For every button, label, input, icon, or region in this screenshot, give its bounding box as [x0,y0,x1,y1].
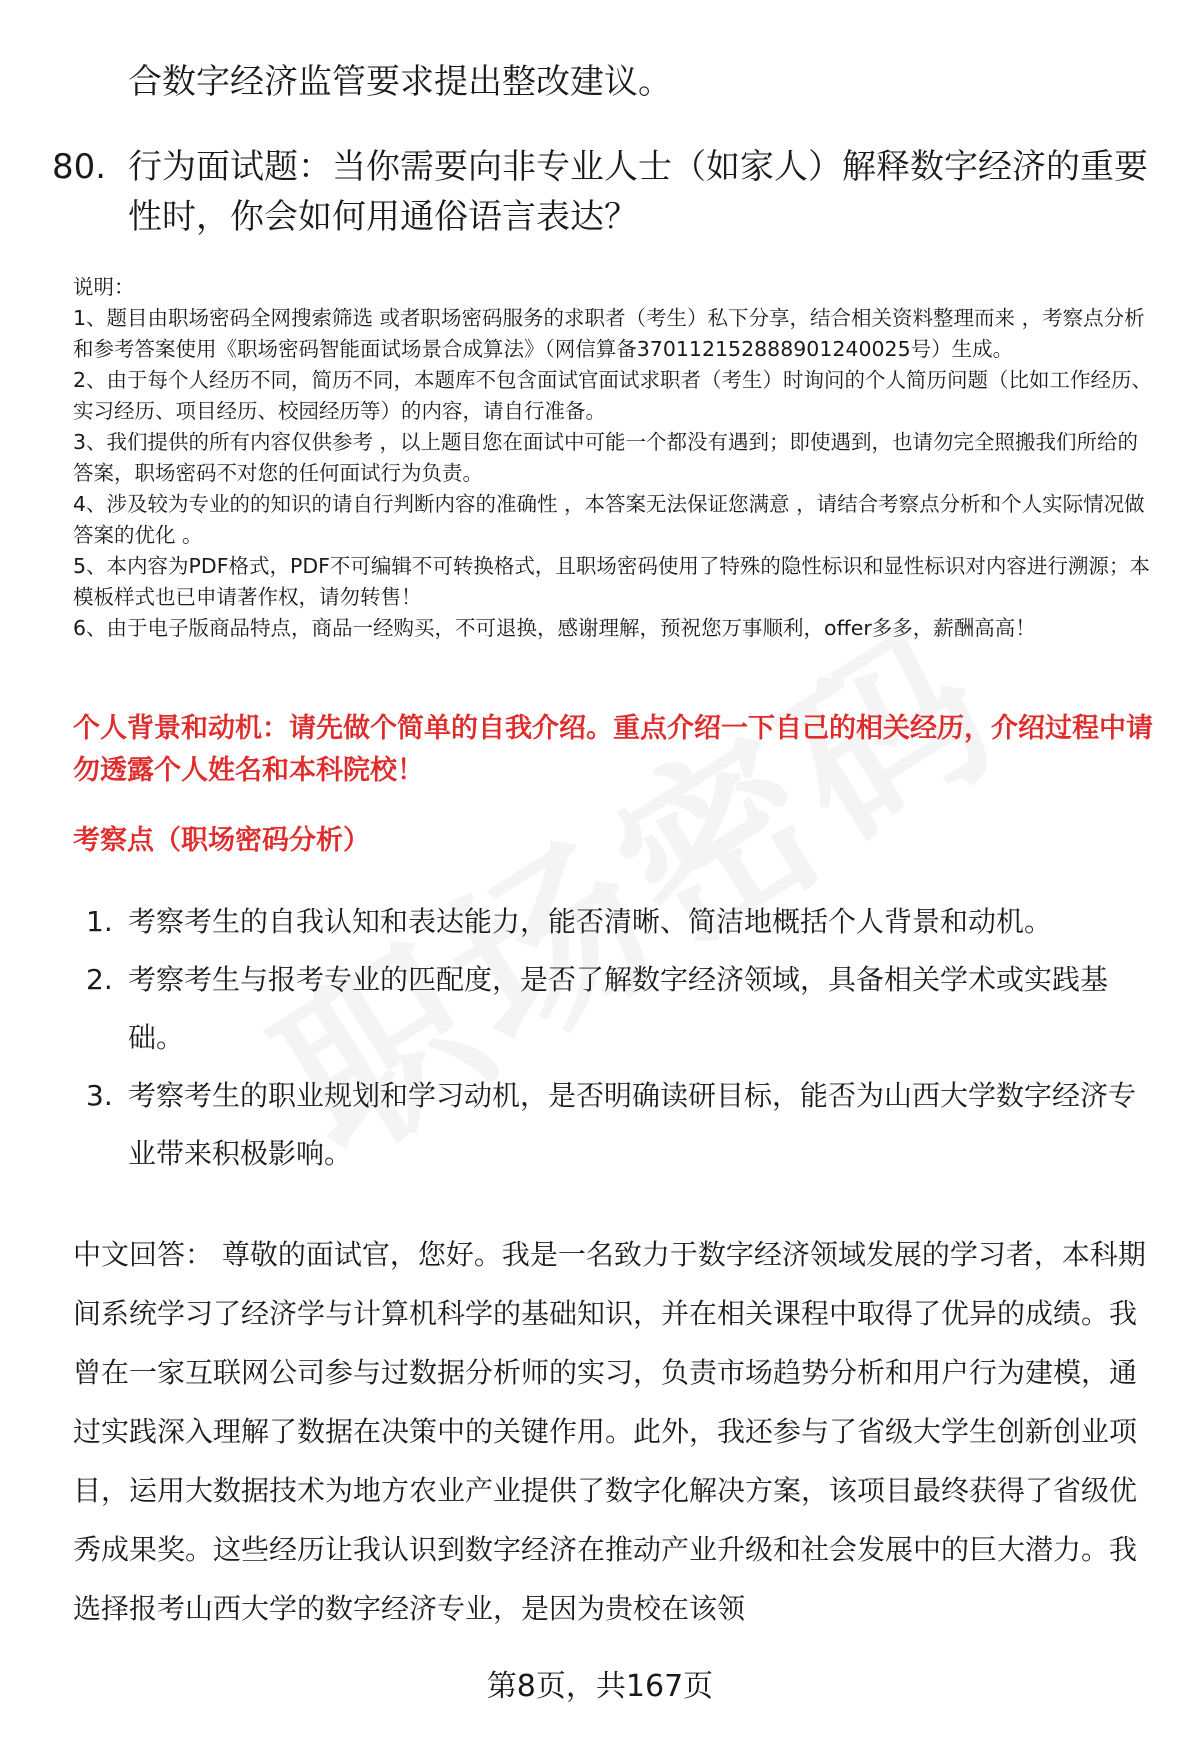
analysis-point-number: 2. [86,963,113,996]
analysis-point-number: 1. [86,905,113,938]
analysis-heading: 考察点（职场密码分析） [73,825,370,856]
chinese-answer: 中文回答： 尊敬的面试官，您好。我是一名致力于数字经济领域发展的学习者，本科期间系统学习了经济学与计算机科学的基础知识，并在相关课程中取得了优异的成绩。我曾在一家互联网公司参与过数据分析师的实习，负责市场趋势分析和用户行为建模，通过实践深入理解了数据在决策中的关键作用。此外，我还参与了省级大学生创新创业项目，运用大数据技术为地方农业产业提供了数字化解决方案，该项目最终获得了省级优秀成果奖。这些经历让我认识到数字经济在推动产业升级和社会发展中的巨大潜力。我选择报考山西大学的数字经济专业，是因为贵校在该领 [73,1238,1146,1625]
notes-title: 说明： [73,275,135,299]
analysis-point [80,893,1150,951]
analysis-point-text: 考察考生与报考专业的匹配度，是否了解数字经济领域，具备相关学术或实践基础。 [128,963,1109,1054]
notes-item: 4、涉及较为专业的的知识的请自行判断内容的准确性 ，本答案无法保证您满意 ，请结合考察点分析和个人实际情况做答案的优化 。 [73,492,1145,547]
notes-item: 3、我们提供的所有内容仅供参考 ，以上题目您在面试中可能一个都没有遇到；即使遇到，也请勿完全照搬我们所给的答案，职场密码不对您的任何面试行为负责。 [73,430,1139,485]
analysis-point-text: 考察考生的自我认知和表达能力，能否清晰、简洁地概括个人背景和动机。 [128,905,1053,938]
previous-answer-continuation: 合数字经济监管要求提出整改建议。 [128,62,672,102]
notes-item: 5、本内容为PDF格式，PDF不可编辑不可转换格式，且职场密码使用了特殊的隐性标识和显性标识对内容进行溯源；本模板样式也已申请著作权，请勿转售！ [73,554,1150,609]
background-question-heading: 个人背景和动机：请先做个简单的自我介绍。重点介绍一下自己的相关经历，介绍过程中请勿透露个人姓名和本科院校！ [73,713,1153,786]
question-number: 80. [52,147,107,187]
analysis-point-text: 考察考生的职业规划和学习动机，是否明确读研目标，能否为山西大学数字经济专业带来积极影响。 [128,1079,1137,1170]
analysis-points-list [80,893,1150,1183]
notes-item: 6、由于电子版商品特点，商品一经购买，不可退换，感谢理解，预祝您万事顺利，offer多多，薪酬高高！ [73,616,1036,640]
analysis-point [80,1067,1150,1183]
question-80 [52,142,1162,242]
notes-item: 1、题目由职场密码全网搜索筛选 或者职场密码服务的求职者（考生）私下分享，结合相关资料整理而来 ，考察点分析和参考答案使用《职场密码智能面试场景合成算法》（网信算备370112152888901240025号）生成。 [73,306,1145,361]
question-text: 行为面试题：当你需要向非专业人士（如家人）解释数字经济的重要性时，你会如何用通俗语言表达？ [128,147,1148,237]
disclaimer-notes [73,272,1158,644]
page-footer: 第8页，共167页 [486,1669,714,1704]
notes-item: 2、由于每个人经历不同，简历不同，本题库不包含面试官面试求职者（考生）时询问的个人简历问题（比如工作经历、实习经历、项目经历、校园经历等）的内容，请自行准备。 [73,368,1153,423]
analysis-point-number: 3. [86,1079,113,1112]
analysis-point [80,951,1150,1067]
